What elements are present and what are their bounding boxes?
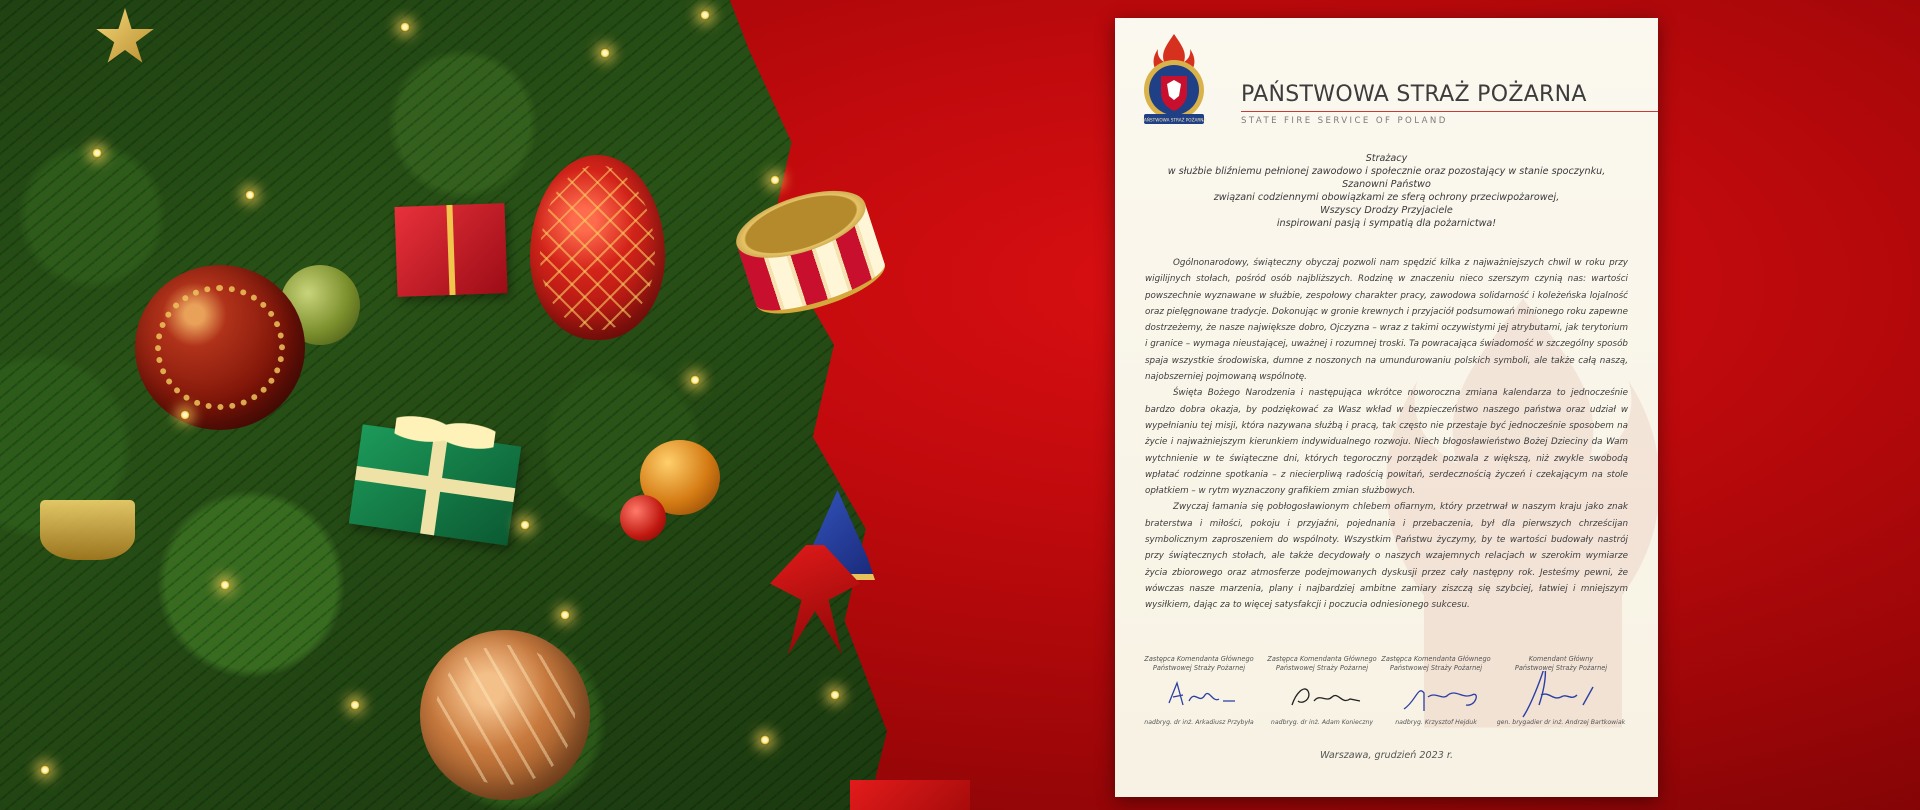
signature-title: Komendant Główny bbox=[1528, 655, 1594, 663]
signature-title: Państwowej Straży Pożarnej bbox=[1152, 664, 1246, 672]
handwritten-signature bbox=[1376, 671, 1496, 721]
red-gift-ornament bbox=[394, 203, 507, 297]
salutation bbox=[1145, 152, 1628, 230]
tree-light bbox=[600, 48, 610, 58]
tree-light bbox=[92, 148, 102, 158]
red-gift-bottom bbox=[850, 780, 970, 810]
signature-hejduk bbox=[1376, 655, 1496, 726]
signature-title: Państwowej Straży Pożarnej bbox=[1514, 664, 1608, 672]
signature-name: gen. brygadier dr inż. Andrzej Bartkowiak bbox=[1496, 719, 1626, 726]
holiday-letter bbox=[1115, 18, 1658, 797]
signature-title: Zastępca Komendanta Głównego bbox=[1267, 655, 1377, 663]
organization-subtitle: STATE FIRE SERVICE OF POLAND bbox=[1241, 116, 1448, 126]
signature-title: Zastępca Komendanta Głównego bbox=[1144, 655, 1254, 663]
signature-name: nadbryg. Krzysztof Hejduk bbox=[1395, 719, 1477, 726]
tree-light bbox=[770, 175, 780, 185]
tree-light bbox=[40, 765, 50, 775]
signature-title: Państwowej Straży Pożarnej bbox=[1275, 664, 1369, 672]
small-red-bauble bbox=[620, 495, 666, 541]
tree-light bbox=[690, 375, 700, 385]
place-and-date: Warszawa, grudzień 2023 r. bbox=[1319, 750, 1454, 761]
tree-light bbox=[520, 520, 530, 530]
salutation-line: w służbie bliźniemu pełnionej zawodowo i społecznie oraz pozostający w stanie spoczynku, bbox=[1167, 166, 1606, 177]
emblem-banner-text: PAŃSTWOWA STRAŻ POŻARNA bbox=[1141, 117, 1207, 123]
copper-bauble bbox=[420, 630, 590, 800]
signature-bartkowiak bbox=[1496, 655, 1626, 726]
tree-light bbox=[400, 22, 410, 32]
signature-konieczny bbox=[1262, 655, 1382, 726]
salutation-line: Wszyscy Drodzy Przyjaciele bbox=[1320, 205, 1453, 216]
signature-name: nadbryg. dr inż. Adam Konieczny bbox=[1270, 719, 1374, 726]
tree-light bbox=[560, 610, 570, 620]
fire-service-emblem bbox=[1139, 32, 1209, 128]
salutation-line: związani codziennymi obowiązkami ze sferą ochrony przeciwpożarowej, bbox=[1213, 192, 1560, 203]
header-divider bbox=[1241, 111, 1658, 112]
salutation-line: Strażacy bbox=[1365, 153, 1408, 164]
red-gold-bauble bbox=[135, 265, 305, 430]
signature-name: nadbryg. dr inż. Arkadiusz Przybyła bbox=[1144, 719, 1254, 726]
signature-przybyla bbox=[1139, 655, 1259, 726]
tree-light bbox=[220, 580, 230, 590]
signature-title: Zastępca Komendanta Głównego bbox=[1381, 655, 1491, 663]
salutation-line: Szanowni Państwo bbox=[1342, 179, 1431, 190]
signature-block bbox=[1139, 655, 1638, 735]
tree-light bbox=[830, 690, 840, 700]
gold-ornament bbox=[40, 500, 135, 560]
handwritten-signature bbox=[1262, 671, 1382, 721]
handwritten-signature bbox=[1501, 671, 1621, 721]
letter-paragraph: Ogólnonarodowy, świąteczny obyczaj pozwoli nam spędzić kilka z najważniejszych chwil w roku przy wigilijnych stołach, pośród osób najbliższych. Rodzinę w znaczeniu nieco szerszym czynią nas: wartości powszechnie wyznawane w służbie, zespołowy charakter pracy, zawodowa solidarność i koleżeńska lojalność oraz pielęgnowane tradycje. Dokonując w gronie krewnych i przyjaciół podsumowań minionego roku zapewne dostrzeżemy, że nasze największe dobro, Ojczyzna – wraz z takimi oczywistymi jej atrybutami, jak terytorium i granice – wymaga nieustającej, uważnej i rozumnej troski. Ta powracająca świadomość w szczególny sposób spaja wszystkie środowiska, dumne z noszonych na umundurowaniu polskich symboli, ale także całą naszą, najobszerniej pojmowaną wspólnotę. bbox=[1145, 258, 1628, 383]
organization-name: PAŃSTWOWA STRAŻ POŻARNA bbox=[1241, 82, 1587, 107]
tree-light bbox=[180, 410, 190, 420]
letterhead bbox=[1139, 32, 1658, 132]
handwritten-signature bbox=[1139, 671, 1259, 721]
tree-light bbox=[700, 10, 710, 20]
tree-light bbox=[760, 735, 770, 745]
signature-title: Państwowej Straży Pożarnej bbox=[1389, 664, 1483, 672]
tree-light bbox=[350, 700, 360, 710]
tree-light bbox=[245, 190, 255, 200]
letter-body bbox=[1145, 255, 1628, 614]
letter-paragraph: Zwyczaj łamania się pobłogosławionym chlebem ofiarnym, który przetrwał w naszym kraju jako znak braterstwa i miłości, pokoju i przyjaźni, pojednania i przebaczenia, był dla pierwszych chrześcijan symbolicznym zaproszeniem do wspólnoty. Wszystkim Państwu życzymy, by te wartości budowały nastrój przy świątecznych stołach, ale także decydowały o naszych wzajemnych relacjach w szerokim wymiarze życia zbiorowego oraz atmosferze podejmowanych dyskusji przez cały następny rok. Jesteśmy pewni, że wówczas nasze marzenia, plany i najbardziej ambitne zamiary ziszczą się szybciej, łatwiej i mniejszym wysiłkiem, dając za to więcej satysfakcji i poczucia odniesionego sukcesu. bbox=[1145, 502, 1628, 611]
letter-paragraph: Święta Bożego Narodzenia i następująca wkrótce noworoczna zmiana kalendarza to jednocześnie bardzo dobra okazja, by podziękować za Wasz wkład w bezpieczeństwo naszego państwa oraz udział w wypełnianiu tej misji, która nazywana służbą i pracą, tak często nie przestaje być jednocześnie sposobem na życie i najważniejszym kierunkiem indywidualnego rozwoju. Niech błogosławieństwo Bożej Dzieciny da Wam wytchnienie w te świąteczne dni, których tegoroczny porządek pozwala z większą, niż zwykle swobodą wpłatać rodzinne spotkania – z niecierpliwą radością powitań, serdecznością życzeń i czekającym na stole opłatkiem – w rytm wyznaczony grafikiem zmian służbowych. bbox=[1145, 388, 1628, 497]
salutation-line: inspirowani pasją i sympatią dla pożarnictwa! bbox=[1276, 218, 1497, 229]
